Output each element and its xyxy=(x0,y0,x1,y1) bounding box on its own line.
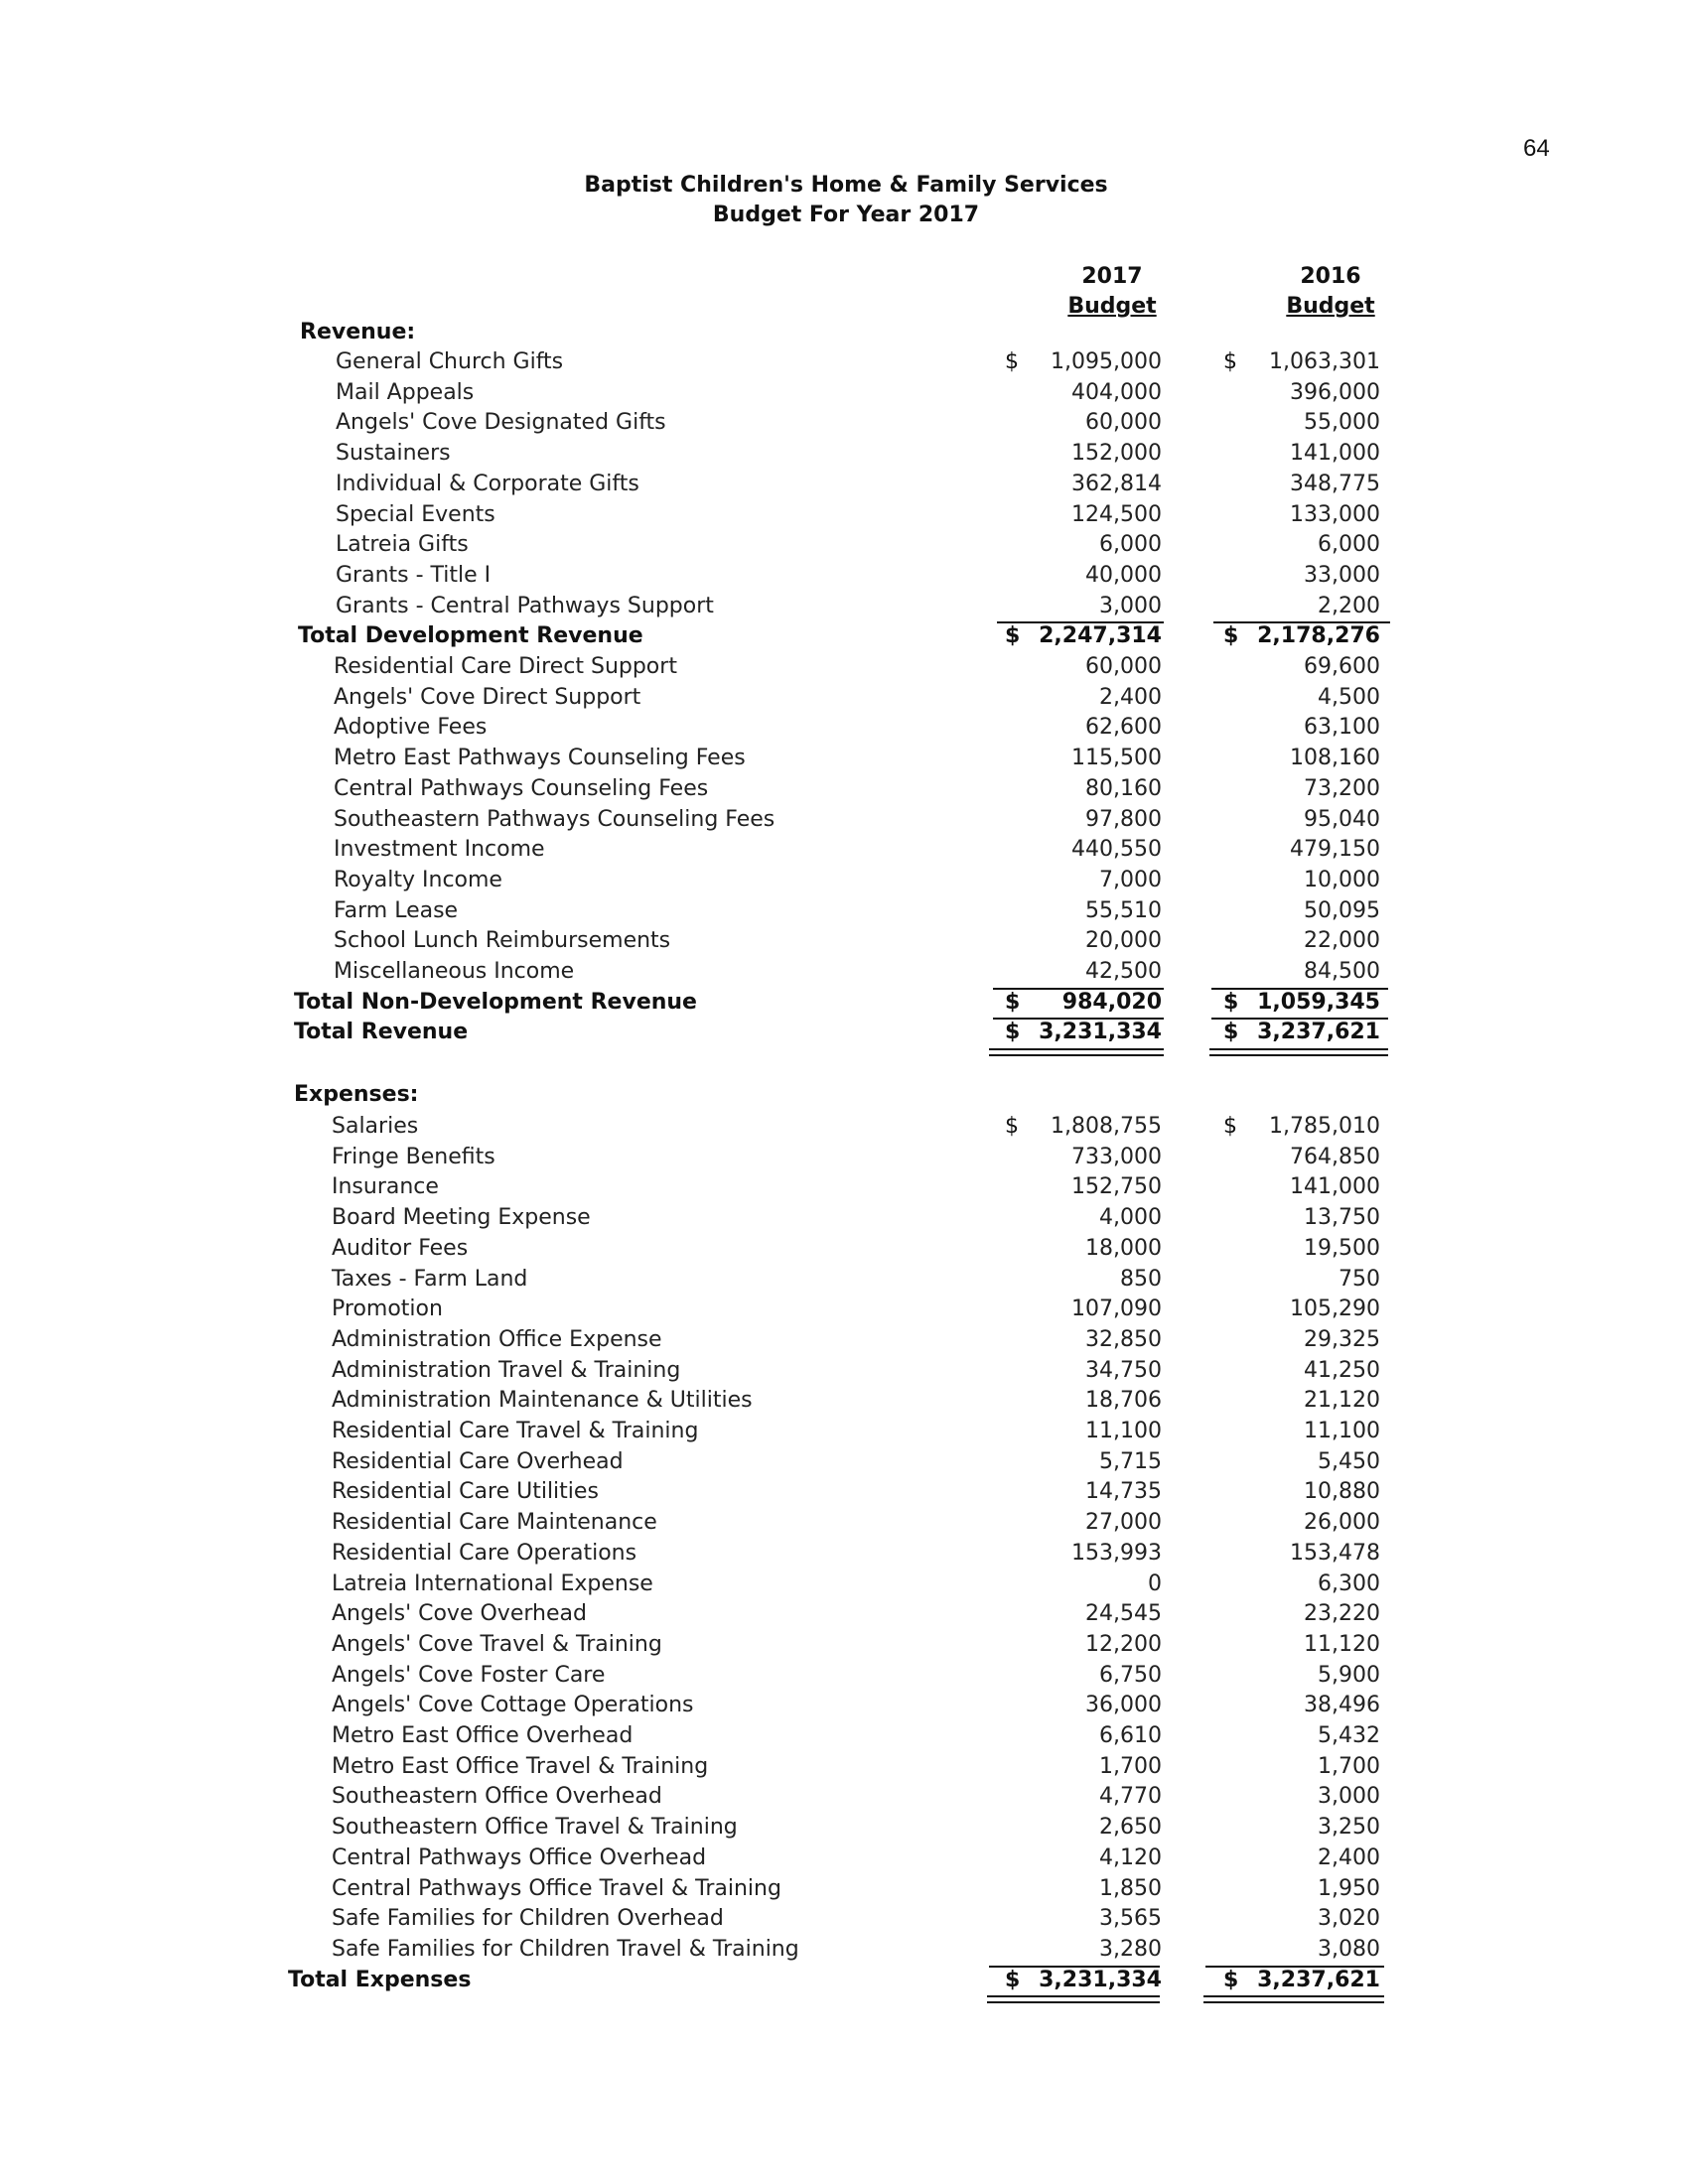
line-item-row xyxy=(0,1510,1692,1541)
line-item-label: Central Pathways Office Overhead xyxy=(332,1844,707,1870)
line-item-label: Safe Families for Children Travel & Training xyxy=(332,1936,799,1962)
document-title-block xyxy=(0,171,1692,230)
line-item-label: Individual & Corporate Gifts xyxy=(336,471,639,496)
line-item-row xyxy=(0,1236,1692,1267)
value-2017: 733,000 xyxy=(1071,1144,1162,1169)
line-item-row xyxy=(0,1723,1692,1754)
value-2017: 1,700 xyxy=(1099,1753,1162,1779)
line-item-label: Residential Care Operations xyxy=(332,1540,637,1566)
value-2017: 32,850 xyxy=(1085,1326,1162,1352)
value-2017: 12,200 xyxy=(1085,1631,1162,1657)
dollar-sign-2016: $ xyxy=(1223,1114,1237,1139)
line-item-row xyxy=(0,349,1692,380)
expenses-heading: Expenses: xyxy=(294,1082,419,1107)
value-2016: 141,000 xyxy=(1290,441,1380,467)
value-2016: 19,500 xyxy=(1304,1235,1380,1261)
subtotal-rule-2017 xyxy=(997,621,1164,623)
line-item-row xyxy=(0,1906,1692,1937)
value-2016: 141,000 xyxy=(1290,1174,1380,1200)
line-item-label: Residential Care Utilities xyxy=(332,1479,599,1505)
line-item-row xyxy=(0,776,1692,807)
line-item-row xyxy=(0,1358,1692,1389)
column-year: 2017 xyxy=(1081,264,1143,289)
value-2016: 5,900 xyxy=(1318,1662,1380,1688)
line-item-row xyxy=(0,959,1692,990)
line-item-row xyxy=(0,654,1692,685)
line-item-row xyxy=(0,1449,1692,1480)
line-item-row xyxy=(0,715,1692,746)
value-2016: 108,160 xyxy=(1290,746,1380,771)
line-item-label: Southeastern Pathways Counseling Fees xyxy=(334,806,776,832)
value-2017: 40,000 xyxy=(1085,562,1162,588)
value-2017: 27,000 xyxy=(1085,1510,1162,1536)
line-item-row xyxy=(0,1784,1692,1815)
line-item-row xyxy=(0,837,1692,868)
line-item-label: Southeastern Office Overhead xyxy=(332,1784,662,1810)
line-item-row xyxy=(0,1145,1692,1175)
value-2017: 6,750 xyxy=(1099,1662,1162,1688)
organization-title: Baptist Children's Home & Family Services xyxy=(584,173,1108,198)
line-item-row xyxy=(0,1174,1692,1205)
value-2016: 1,950 xyxy=(1318,1875,1380,1901)
budget-year-subtitle: Budget For Year 2017 xyxy=(712,203,980,227)
double-rule-2017 xyxy=(989,1048,1164,1056)
value-2017: 1,850 xyxy=(1099,1875,1162,1901)
subtotal-rule-2016 xyxy=(1213,621,1390,623)
line-item-label: School Lunch Reimbursements xyxy=(334,928,671,954)
value-2016: 2,400 xyxy=(1318,1844,1380,1870)
column-year: 2016 xyxy=(1300,264,1361,289)
value-2017: 4,770 xyxy=(1099,1784,1162,1810)
line-item-label: Insurance xyxy=(332,1174,439,1200)
total-label: Total Revenue xyxy=(294,1020,469,1045)
expense-double-rule-2017 xyxy=(987,1995,1160,2003)
line-item-label: Administration Travel & Training xyxy=(332,1357,681,1383)
value-2016: 133,000 xyxy=(1290,501,1380,527)
value-2016: 3,000 xyxy=(1318,1784,1380,1810)
value-2016: 2,200 xyxy=(1318,593,1380,618)
line-item-row xyxy=(0,1327,1692,1358)
line-item-label: Safe Families for Children Overhead xyxy=(332,1906,724,1932)
total-rule-2016 xyxy=(1211,1018,1388,1020)
line-item-label: Latreia Gifts xyxy=(336,532,469,558)
line-item-row xyxy=(0,898,1692,929)
value-2017: 115,500 xyxy=(1071,746,1162,771)
line-item-row xyxy=(0,1937,1692,1968)
line-item-row xyxy=(0,594,1692,624)
value-2016: 764,850 xyxy=(1290,1144,1380,1169)
line-item-label: Angels' Cove Designated Gifts xyxy=(336,410,666,436)
line-item-label: Administration Maintenance & Utilities xyxy=(332,1388,753,1414)
total-rule-2017 xyxy=(993,1018,1164,1020)
total-label: Total Expenses xyxy=(288,1967,472,1992)
line-item-row xyxy=(0,807,1692,838)
line-item-label: Angels' Cove Foster Care xyxy=(332,1662,606,1688)
value-2017: 850 xyxy=(1120,1266,1162,1292)
line-item-row xyxy=(0,746,1692,776)
dollar-sign-2016: $ xyxy=(1223,349,1237,374)
line-item-row xyxy=(0,1815,1692,1845)
value-2016: 22,000 xyxy=(1304,928,1380,954)
line-item-label: Royalty Income xyxy=(334,867,502,892)
line-item-label: Fringe Benefits xyxy=(332,1144,495,1169)
value-2016: 105,290 xyxy=(1290,1297,1380,1322)
value-2016: 1,785,010 xyxy=(1269,1114,1380,1139)
line-item-label: Grants - Central Pathways Support xyxy=(336,593,714,618)
value-2017: 3,231,334 xyxy=(1039,1020,1162,1045)
value-2017: 24,545 xyxy=(1085,1601,1162,1627)
value-2017: 14,735 xyxy=(1085,1479,1162,1505)
line-item-row xyxy=(0,1693,1692,1723)
line-item-row xyxy=(0,1267,1692,1297)
value-2017: 1,808,755 xyxy=(1051,1114,1162,1139)
value-2017: 4,120 xyxy=(1099,1844,1162,1870)
line-item-row xyxy=(0,502,1692,533)
value-2017: 3,280 xyxy=(1099,1936,1162,1962)
value-2017: 3,565 xyxy=(1099,1906,1162,1932)
dollar-sign-2017: $ xyxy=(1005,989,1021,1015)
line-item-label: Central Pathways Office Travel & Training xyxy=(332,1875,781,1901)
value-2016: 348,775 xyxy=(1290,471,1380,496)
value-2016: 63,100 xyxy=(1304,715,1380,741)
value-2016: 6,000 xyxy=(1318,532,1380,558)
dollar-sign-2016: $ xyxy=(1223,623,1239,649)
value-2016: 1,059,345 xyxy=(1257,989,1380,1015)
line-item-row xyxy=(0,1114,1692,1145)
value-2016: 2,178,276 xyxy=(1257,623,1380,649)
value-2016: 84,500 xyxy=(1304,959,1380,984)
dollar-sign-2017: $ xyxy=(1005,1967,1021,1992)
line-item-label: Auditor Fees xyxy=(332,1235,469,1261)
value-2017: 1,095,000 xyxy=(1051,349,1162,374)
double-rule-2016 xyxy=(1209,1048,1388,1056)
value-2017: 984,020 xyxy=(1061,989,1162,1015)
line-item-label: Residential Care Travel & Training xyxy=(332,1419,699,1443)
value-2016: 1,063,301 xyxy=(1269,349,1380,374)
value-2016: 21,120 xyxy=(1304,1388,1380,1414)
value-2017: 18,000 xyxy=(1085,1235,1162,1261)
dollar-sign-2017: $ xyxy=(1005,623,1021,649)
value-2016: 33,000 xyxy=(1304,562,1380,588)
line-item-label: Angels' Cove Overhead xyxy=(332,1601,587,1627)
line-item-label: Sustainers xyxy=(336,441,451,467)
line-item-row xyxy=(0,1479,1692,1510)
value-2017: 152,000 xyxy=(1071,441,1162,467)
line-item-label: Angels' Cove Cottage Operations xyxy=(332,1693,694,1718)
value-2017: 0 xyxy=(1148,1570,1162,1596)
line-item-row xyxy=(0,1632,1692,1663)
line-item-label: Promotion xyxy=(332,1297,443,1322)
revenue-heading: Revenue: xyxy=(300,320,416,344)
value-2016: 73,200 xyxy=(1304,775,1380,801)
value-2017: 2,400 xyxy=(1099,684,1162,710)
value-2016: 69,600 xyxy=(1304,654,1380,679)
line-item-label: Mail Appeals xyxy=(336,379,475,405)
expense-total-rule-2016 xyxy=(1205,1966,1384,1968)
column-label: Budget xyxy=(1286,294,1375,319)
line-item-row xyxy=(0,1663,1692,1694)
dollar-sign-2016: $ xyxy=(1223,1020,1239,1045)
line-item-label: Miscellaneous Income xyxy=(334,959,575,984)
value-2016: 29,325 xyxy=(1304,1326,1380,1352)
value-2016: 1,700 xyxy=(1318,1753,1380,1779)
line-item-label: Central Pathways Counseling Fees xyxy=(334,775,709,801)
dollar-sign-2017: $ xyxy=(1005,349,1019,374)
line-item-row xyxy=(0,1876,1692,1907)
line-item-label: Residential Care Maintenance xyxy=(332,1510,657,1536)
value-2016: 3,237,621 xyxy=(1257,1967,1380,1992)
value-2017: 4,000 xyxy=(1099,1205,1162,1231)
subtotal-rule-2016 xyxy=(1211,988,1388,990)
line-item-label: Salaries xyxy=(332,1114,419,1139)
value-2017: 153,993 xyxy=(1071,1540,1162,1566)
line-item-label: General Church Gifts xyxy=(336,349,564,374)
value-2017: 2,247,314 xyxy=(1039,623,1162,649)
value-2016: 3,237,621 xyxy=(1257,1020,1380,1045)
line-item-label: Adoptive Fees xyxy=(334,715,488,741)
value-2017: 62,600 xyxy=(1085,715,1162,741)
value-2016: 5,450 xyxy=(1318,1448,1380,1474)
line-item-label: Investment Income xyxy=(334,837,545,863)
dollar-sign-2016: $ xyxy=(1223,989,1239,1015)
value-2016: 55,000 xyxy=(1304,410,1380,436)
value-2017: 6,610 xyxy=(1099,1723,1162,1748)
value-2016: 10,880 xyxy=(1304,1479,1380,1505)
line-item-label: Administration Office Expense xyxy=(332,1326,662,1352)
value-2016: 41,250 xyxy=(1304,1357,1380,1383)
line-item-row xyxy=(0,563,1692,594)
value-2017: 440,550 xyxy=(1071,837,1162,863)
page-number: 64 xyxy=(1523,135,1550,162)
line-item-label: Metro East Pathways Counseling Fees xyxy=(334,746,746,771)
column-header-2016 xyxy=(1261,262,1400,322)
value-2017: 55,510 xyxy=(1085,897,1162,923)
value-2017: 3,000 xyxy=(1099,593,1162,618)
value-2017: 152,750 xyxy=(1071,1174,1162,1200)
line-item-row xyxy=(0,1601,1692,1632)
value-2016: 50,095 xyxy=(1304,897,1380,923)
value-2016: 38,496 xyxy=(1304,1693,1380,1718)
line-item-row xyxy=(0,410,1692,441)
value-2017: 60,000 xyxy=(1085,410,1162,436)
line-item-row xyxy=(0,1297,1692,1327)
value-2016: 6,300 xyxy=(1318,1570,1380,1596)
line-item-row xyxy=(0,868,1692,898)
value-2016: 3,080 xyxy=(1318,1936,1380,1962)
value-2017: 3,231,334 xyxy=(1039,1967,1162,1992)
value-2017: 18,706 xyxy=(1085,1388,1162,1414)
line-item-label: Metro East Office Travel & Training xyxy=(332,1753,709,1779)
value-2016: 10,000 xyxy=(1304,867,1380,892)
value-2017: 36,000 xyxy=(1085,1693,1162,1718)
line-item-label: Angels' Cove Direct Support xyxy=(334,684,641,710)
value-2016: 479,150 xyxy=(1290,837,1380,863)
line-item-row xyxy=(0,685,1692,716)
value-2016: 4,500 xyxy=(1318,684,1380,710)
value-2016: 153,478 xyxy=(1290,1540,1380,1566)
line-item-row xyxy=(0,1388,1692,1419)
value-2017: 124,500 xyxy=(1071,501,1162,527)
value-2016: 13,750 xyxy=(1304,1205,1380,1231)
subtotal-rule-2017 xyxy=(993,988,1164,990)
value-2017: 42,500 xyxy=(1085,959,1162,984)
value-2016: 26,000 xyxy=(1304,1510,1380,1536)
line-item-row xyxy=(0,928,1692,959)
line-item-label: Farm Lease xyxy=(334,897,459,923)
value-2017: 97,800 xyxy=(1085,806,1162,832)
value-2017: 80,160 xyxy=(1085,775,1162,801)
line-item-label: Angels' Cove Travel & Training xyxy=(332,1631,662,1657)
value-2016: 5,432 xyxy=(1318,1723,1380,1748)
column-label: Budget xyxy=(1067,294,1157,319)
total-row xyxy=(0,1020,1692,1050)
line-item-label: Taxes - Farm Land xyxy=(332,1266,528,1292)
total-label: Total Non-Development Revenue xyxy=(294,989,697,1015)
total-row xyxy=(0,623,1692,654)
line-item-row xyxy=(0,1754,1692,1785)
value-2017: 34,750 xyxy=(1085,1357,1162,1383)
value-2017: 404,000 xyxy=(1071,379,1162,405)
line-item-row xyxy=(0,1205,1692,1236)
line-item-label: Metro East Office Overhead xyxy=(332,1723,634,1748)
total-row xyxy=(0,990,1692,1021)
total-row xyxy=(0,1968,1692,1998)
line-item-label: Southeastern Office Travel & Training xyxy=(332,1815,738,1841)
line-item-label: Residential Care Overhead xyxy=(332,1448,624,1474)
value-2016: 396,000 xyxy=(1290,379,1380,405)
value-2017: 7,000 xyxy=(1099,867,1162,892)
dollar-sign-2016: $ xyxy=(1223,1967,1239,1992)
line-item-label: Grants - Title I xyxy=(336,562,492,588)
dollar-sign-2017: $ xyxy=(1005,1114,1019,1139)
value-2017: 60,000 xyxy=(1085,654,1162,679)
expense-double-rule-2016 xyxy=(1203,1995,1384,2003)
value-2017: 11,100 xyxy=(1085,1419,1162,1443)
line-item-row xyxy=(0,1541,1692,1571)
line-item-label: Special Events xyxy=(336,501,495,527)
line-item-label: Latreia International Expense xyxy=(332,1570,653,1596)
expense-total-rule-2017 xyxy=(989,1966,1160,1968)
value-2017: 5,715 xyxy=(1099,1448,1162,1474)
line-item-row xyxy=(0,380,1692,411)
value-2016: 95,040 xyxy=(1304,806,1380,832)
line-item-row xyxy=(0,1571,1692,1602)
value-2017: 2,650 xyxy=(1099,1815,1162,1841)
line-item-row xyxy=(0,441,1692,472)
value-2016: 11,100 xyxy=(1304,1419,1380,1443)
line-item-label: Residential Care Direct Support xyxy=(334,654,677,679)
line-item-row xyxy=(0,472,1692,502)
value-2016: 11,120 xyxy=(1304,1631,1380,1657)
dollar-sign-2017: $ xyxy=(1005,1020,1021,1045)
column-header-2017 xyxy=(1043,262,1182,322)
line-item-label: Board Meeting Expense xyxy=(332,1205,591,1231)
line-item-row xyxy=(0,532,1692,563)
value-2016: 3,020 xyxy=(1318,1906,1380,1932)
line-item-row xyxy=(0,1419,1692,1449)
value-2016: 750 xyxy=(1339,1266,1380,1292)
line-item-row xyxy=(0,1845,1692,1876)
value-2017: 20,000 xyxy=(1085,928,1162,954)
value-2016: 23,220 xyxy=(1304,1601,1380,1627)
value-2017: 6,000 xyxy=(1099,532,1162,558)
total-label: Total Development Revenue xyxy=(298,623,643,649)
value-2017: 107,090 xyxy=(1071,1297,1162,1322)
value-2016: 3,250 xyxy=(1318,1815,1380,1841)
value-2017: 362,814 xyxy=(1071,471,1162,496)
